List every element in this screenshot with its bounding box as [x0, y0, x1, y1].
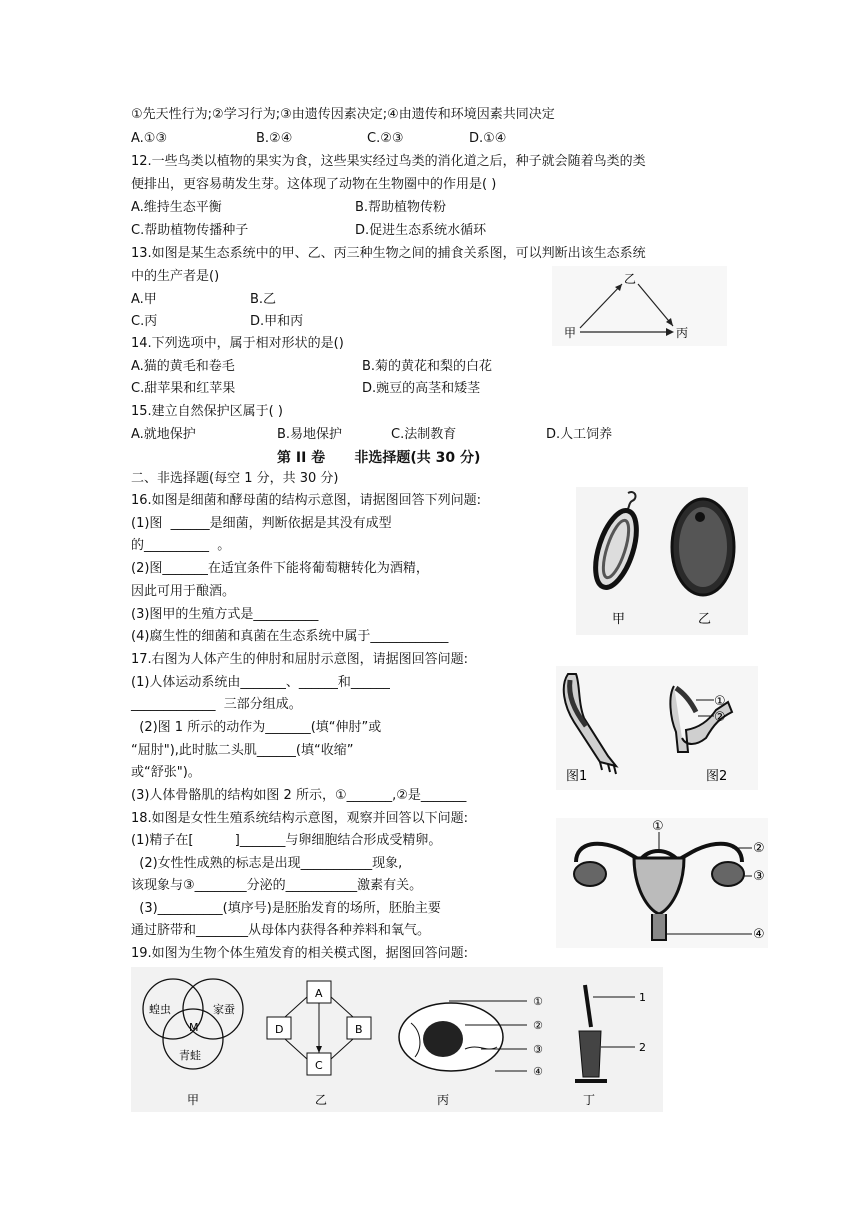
q16-part-3: (3)图甲的生殖方式是__________ — [131, 607, 319, 622]
caption-fig2: 图2 — [706, 769, 728, 784]
ovary-left — [574, 862, 606, 886]
marker-2: ② — [714, 710, 726, 725]
venn-label-m: M — [189, 1021, 199, 1034]
cycle-label-c: C — [315, 1059, 323, 1072]
caption-bing: 丙 — [437, 1093, 450, 1107]
q12-option-a: A.维持生态平衡 — [131, 200, 222, 215]
q11-option-c: C.②③ — [367, 131, 404, 146]
food-web-figure — [552, 266, 727, 346]
q17-part-1a: (1)人体运动系统由_______、______和______ — [131, 675, 390, 690]
q16-part-1b: 的__________ 。 — [131, 538, 231, 553]
plant-marker-2: 2 — [639, 1041, 646, 1054]
q12-option-d: D.促进生态系统水循环 — [355, 223, 487, 238]
caption-fig1: 图1 — [566, 769, 588, 784]
q18-part-3b: 通过脐带和________从母体内获得各种养料和氧气。 — [131, 923, 431, 938]
caption-yi: 乙 — [698, 612, 712, 627]
cycle-label-b: B — [355, 1023, 363, 1036]
q12-option-b: B.帮助植物传粉 — [355, 200, 447, 215]
egg-marker-1: ① — [533, 995, 543, 1008]
q14-stem: 14.下列选项中，属于相对形状的是() — [131, 336, 344, 351]
cycle-label-a: A — [315, 987, 323, 1000]
egg-yolk — [423, 1021, 463, 1057]
q17-stem: 17.右图为人体产生的伸肘和屈肘示意图，请据图回答问题: — [131, 652, 469, 667]
q16-part-1a: (1)图 ______是细菌，判断依据是其没有成型 — [131, 516, 392, 531]
cycle-label-d: D — [275, 1023, 284, 1036]
q17-part-2b: “屈肘"),此时肱二头肌______(填“收缩” — [131, 743, 354, 758]
marker-4: ④ — [753, 927, 765, 942]
q12-stem-2: 便排出，更容易萌发生芽。这体现了动物在生物圈中的作用是( ) — [131, 177, 497, 192]
node-jia: 甲 — [564, 326, 577, 340]
q16-part-4: (4)腐生性的细菌和真菌在生态系统中属于____________ — [131, 629, 449, 644]
q19-stem: 19.如图为生物个体生殖发育的相关模式图，据图回答问题: — [131, 946, 469, 961]
q13-stem-2: 中的生产者是() — [131, 269, 220, 284]
q16-part-2a: (2)图_______在适宜条件下能将葡萄糖转化为酒精， — [131, 561, 429, 576]
q11-option-b: B.②④ — [256, 131, 293, 146]
venn-label-frog: 青蛙 — [179, 1049, 201, 1062]
q13-option-b: B.乙 — [250, 292, 277, 307]
q13-stem-1: 13.如图是某生态系统中的甲、乙、丙三种生物之间的捕食关系图，可以判断出该生态系统 — [131, 246, 646, 261]
q18-part-3a: (3)__________(填序号)是胚胎发育的场所，胚胎主要 — [131, 901, 441, 916]
reproduction-model-figure — [131, 967, 663, 1112]
q12-stem-1: 12.一些鸟类以植物的果实为食，这些果实经过鸟类的消化道之后，种子就会随着鸟类的类 — [131, 154, 646, 169]
q14-option-d: D.豌豆的高茎和矮茎 — [362, 381, 481, 396]
q15-option-b: B.易地保护 — [277, 427, 343, 442]
q14-option-a: A.猫的黄毛和卷毛 — [131, 359, 235, 374]
q18-part-2b: 该现象与③________分泌的___________激素有关。 — [131, 878, 423, 893]
q17-part-3: (3)人体骨骼肌的结构如图 2 所示，①_______,②是_______ — [131, 788, 467, 803]
statement-options-line: ①先天性行为;②学习行为;③由遗传因素决定;④由遗传和环境因素共同决定 — [131, 107, 555, 122]
female-reproductive-figure — [556, 818, 768, 948]
q18-part-1: (1)精子在[ ]_______与卵细胞结合形成受精卵。 — [131, 833, 442, 848]
q11-option-d: D.①④ — [469, 131, 507, 146]
egg-marker-3: ③ — [533, 1043, 543, 1056]
q16-stem: 16.如图是细菌和酵母菌的结构示意图，请据图回答下列问题: — [131, 493, 482, 508]
q15-option-c: C.法制教育 — [391, 427, 457, 442]
ovary-right — [712, 862, 744, 886]
rootstock — [579, 1031, 601, 1077]
q15-stem: 15.建立自然保护区属于( ) — [131, 404, 283, 419]
q13-option-d: D.甲和丙 — [250, 314, 304, 329]
q17-part-2a: (2)图 1 所示的动作为_______(填“伸肘”或 — [131, 720, 382, 735]
q17-part-1b: _____________ 三部分组成。 — [131, 697, 302, 712]
caption-jia: 甲 — [187, 1093, 200, 1107]
caption-jia: 甲 — [612, 612, 626, 627]
caption-ding: 丁 — [583, 1093, 596, 1107]
egg-marker-4: ④ — [533, 1065, 543, 1078]
q13-option-a: A.甲 — [131, 292, 157, 307]
q16-part-2b: 因此可用于酿酒。 — [131, 584, 236, 599]
marker-3: ③ — [753, 869, 765, 884]
caption-yi: 乙 — [315, 1093, 328, 1107]
venn-label-silkworm: 家蚕 — [213, 1003, 235, 1016]
venn-label-locust: 蝗虫 — [149, 1003, 171, 1016]
q17-part-2c: 或“舒张")。 — [131, 765, 201, 780]
q14-option-b: B.菊的黄花和梨的白花 — [362, 359, 493, 374]
q18-part-2a: (2)女性性成熟的标志是出现___________现象, — [131, 856, 403, 871]
node-bing: 丙 — [676, 326, 689, 340]
vagina — [652, 914, 666, 940]
node-yi: 乙 — [624, 272, 637, 286]
q12-option-c: C.帮助植物传播种子 — [131, 223, 249, 238]
section-2-subtitle: 二、非选择题(每空 1 分，共 30 分) — [131, 471, 339, 486]
section-2-title: 第 II 卷 非选择题(共 30 分) — [277, 450, 481, 466]
egg-marker-2: ② — [533, 1019, 543, 1032]
q11-option-a: A.①③ — [131, 131, 168, 146]
q13-option-c: C.丙 — [131, 314, 158, 329]
q14-option-c: C.甜苹果和红苹果 — [131, 381, 236, 396]
plant-marker-1: 1 — [639, 991, 646, 1004]
marker-1: ① — [714, 694, 726, 709]
marker-1: ① — [652, 819, 664, 834]
cell-structure-figure — [576, 487, 748, 635]
arm-movement-figure — [556, 666, 758, 790]
marker-2: ② — [753, 841, 765, 856]
q18-stem: 18.如图是女性生殖系统结构示意图，观察并回答以下问题: — [131, 811, 469, 826]
q15-option-a: A.就地保护 — [131, 427, 196, 442]
q15-option-d: D.人工饲养 — [546, 427, 613, 442]
